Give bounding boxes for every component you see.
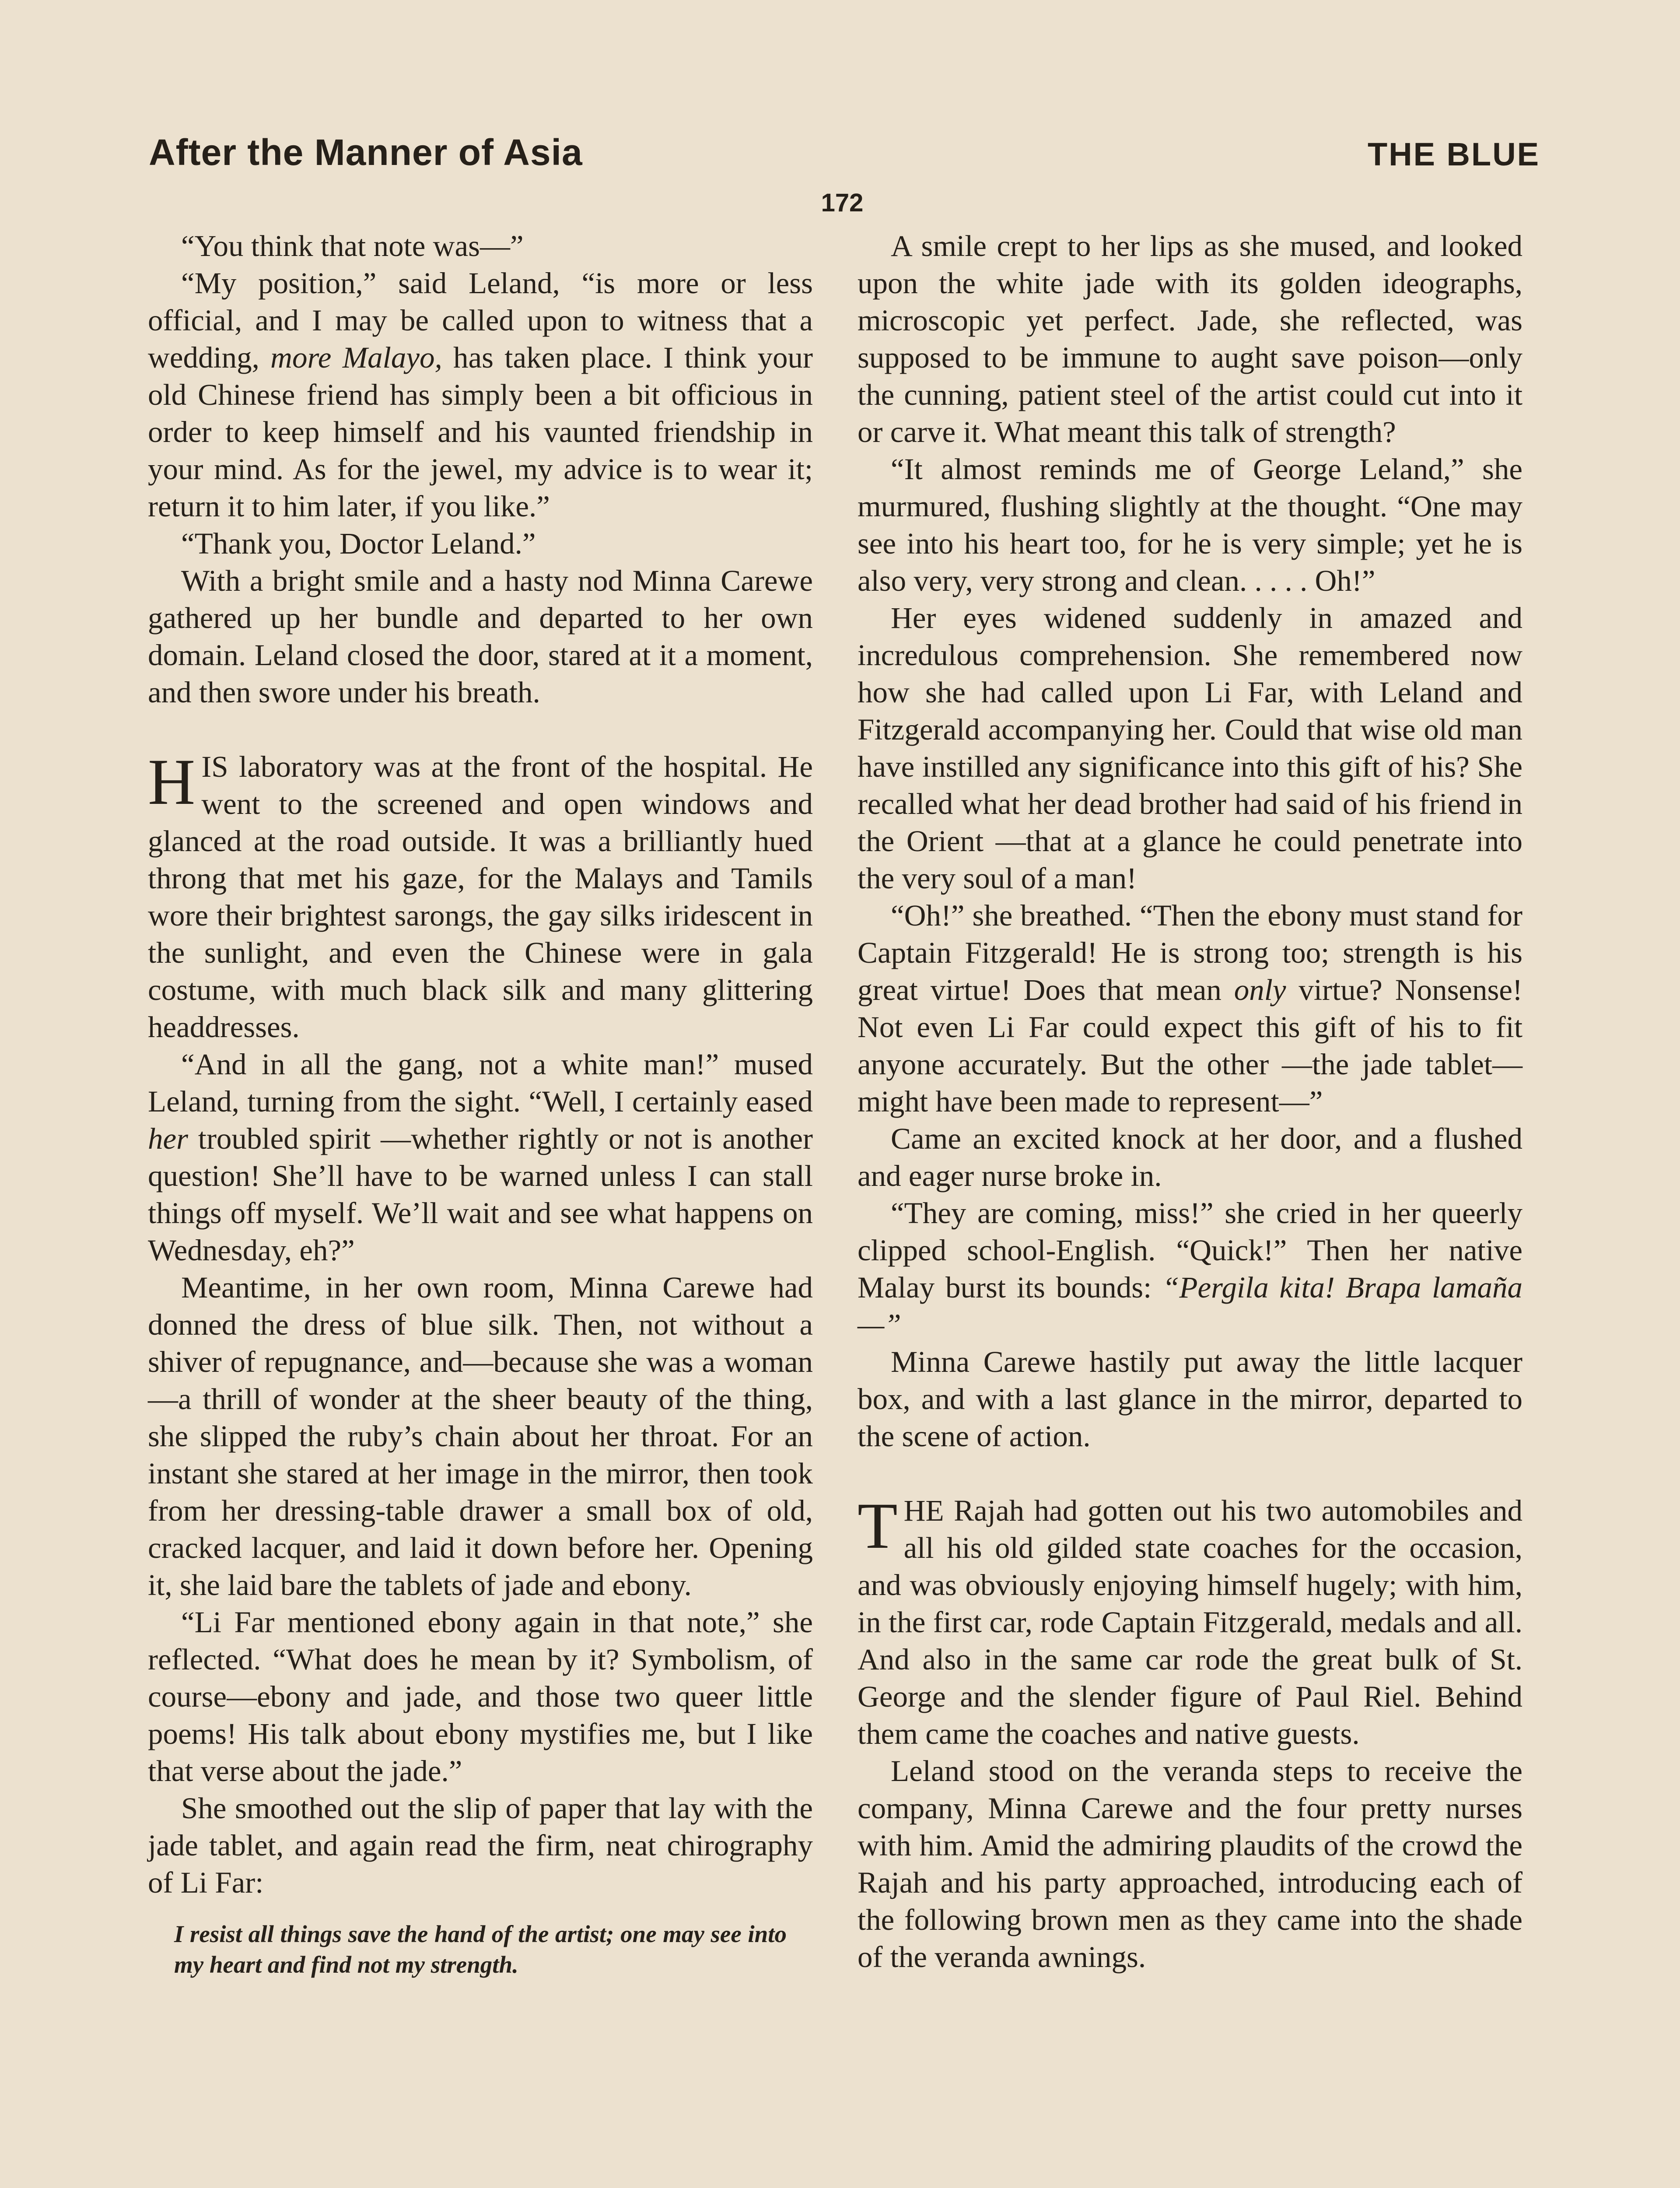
paragraph	[148, 265, 813, 525]
drop-cap: T	[858, 1490, 898, 1562]
italic-phrase: her	[148, 1122, 188, 1155]
poem-verse: I resist all things save the hand of the artist; one may see into my heart and find not my strength.	[174, 1921, 787, 1978]
page-number: 172	[821, 189, 864, 217]
paragraph: Minna Carewe hastily put away the little lacquer box, and with a last glance in the mirror, departed to the scene of action.	[858, 1345, 1522, 1453]
text-run: troubled spirit —whether rightly or not is another question! She’ll have to be warned unless I can stall things off myself. We’ll wait and see what happens on Wednesday, eh?”	[148, 1122, 813, 1267]
italic-phrase: “Pergila kita! Brapa lamaña—”	[858, 1271, 1522, 1341]
paragraph: Meantime, in her own room, Minna Carewe had donned the dress of blue silk. Then, not without a shiver of repugnance, and—because she was a woman—a thrill of wonder at the sheer beauty of the thing, she slipped the ruby’s chain about her throat. For an instant she stared at her image in the mirror, then took from her dressing-table drawer a small box of old, cracked lacquer, and laid it down before her. Opening it, she laid bare the tablets of jade and ebony.	[148, 1271, 813, 1602]
paragraph	[858, 897, 1522, 1120]
text-run: “Oh!” she breathed. “Then the ebony must stand for Captain Fitzgerald! He is strong too; strength is his great virtue! Does that mean	[858, 899, 1522, 1006]
text-run: “My position,” said Leland, “is more or less official, and I may be called upon to witness that a wedding,	[148, 266, 813, 374]
text-run: “And in all the gang, not a white man!” mused Leland, turning from the sight. “Well, I certainly eased	[148, 1048, 813, 1118]
paragraph: Came an excited knock at her door, and a flushed and eager nurse broke in.	[858, 1122, 1522, 1192]
paragraph: “Li Far mentioned ebony again in that note,” she reflected. “What does he mean by it? Symbolism, of course—ebony and jade, and those two queer little poems! His talk about ebony mystifies me, but I like that verse about the jade.”	[148, 1606, 813, 1788]
magazine-name: THE BLUE	[1368, 136, 1540, 172]
italic-phrase: more Malayo,	[270, 341, 442, 374]
text-run: virtue? Nonsense! Not even Li Far could expect this gift of his to fit anyone accurately. But the other —the jade tablet—might have been made to represent—”	[858, 973, 1523, 1118]
paragraph: Leland stood on the veranda steps to receive the company, Minna Carewe and the four pretty nurses with him. Amid the admiring plaudits of the crowd the Rajah and his party approached, introducing each of the following brown men as they came into the shade of the veranda awnings.	[858, 1754, 1522, 1974]
section-start-paragraph	[148, 748, 813, 1046]
text-run: IS laboratory was at the front of the hospital. He went to the screened and open windows and glanced at the road outside. It was a brilliantly hued throng that met his gaze, for the Malays and Tamils wore their brightest sarongs, the gay silks iridescent in the sunlight, and even the Chinese were in gala costume, with much black silk and many glittering headdresses.	[148, 750, 813, 1044]
paragraph: Her eyes widened suddenly in amazed and incredulous comprehension. She remembered now how she had called upon Li Far, with Leland and Fitzgerald accompanying her. Could that wise old man have instilled any significance into this gift of his? She recalled what her dead brother had said of his friend in the Orient —that at a glance he could penetrate into the very soul of a man!	[858, 601, 1522, 895]
paragraph: She smoothed out the slip of paper that lay with the jade tablet, and again read the firm, neat chirography of Li Far:	[148, 1792, 813, 1899]
text-run: HE Rajah had gotten out his two automobiles and all his old gilded state coaches for the occasion, and was obviously enjoying himself hugely; with him, in the first car, rode Captain Fitzgerald, medals and all. And also in the same car rode the great bulk of St. George and the slender figure of Paul Riel. Behind them came the coaches and native guests.	[858, 1494, 1522, 1750]
paragraph: With a bright smile and a hasty nod Minna Carewe gathered up her bundle and departed to her own domain. Leland closed the door, stared at it a moment, and then swore under his breath.	[148, 564, 813, 709]
text-run: “They are coming, miss!” she cried in her queerly clipped school-English. “Quick!” Then her native Malay burst its bounds:	[858, 1196, 1522, 1304]
right-column	[858, 228, 1522, 1976]
italic-phrase: only	[1234, 973, 1286, 1006]
text-run: has taken place. I think your old Chinese friend has simply been a bit officious in order to keep himself and his vaunted friendship in your mind. As for the jewel, my advice is to wear it; return it to him later, if you like.”	[148, 341, 813, 523]
paragraph	[858, 1195, 1522, 1343]
paragraph	[148, 1046, 813, 1269]
drop-cap: H	[148, 746, 196, 818]
paragraph: “You think that note was—”	[181, 229, 524, 263]
left-column	[148, 228, 813, 1980]
paragraph: A smile crept to her lips as she mused, and looked upon the white jade with its golden ideographs, microscopic yet perfect. Jade, she reflected, was supposed to be immune to aught save poison—only the cunning, patient steel of the artist could cut into it or carve it. What meant this talk of strength?	[858, 229, 1522, 449]
paragraph: “Thank you, Doctor Leland.”	[181, 527, 536, 560]
paragraph: “It almost reminds me of George Leland,” she murmured, flushing slightly at the thought. “One may see into his heart too, for he is very simple; yet he is also very, very strong and clean. . . . . Oh!”	[858, 452, 1522, 597]
story-title: After the Manner of Asia	[149, 132, 583, 173]
section-start-paragraph	[858, 1492, 1522, 1753]
